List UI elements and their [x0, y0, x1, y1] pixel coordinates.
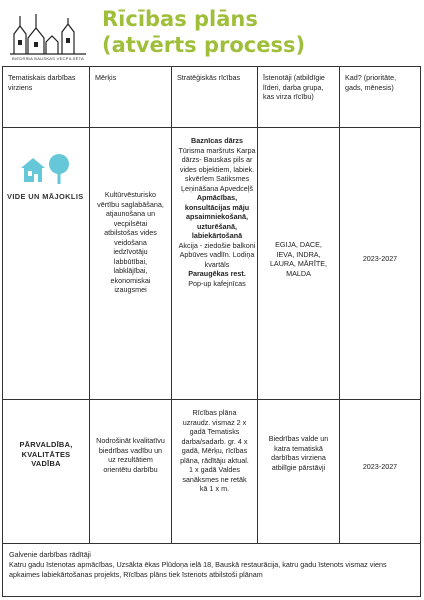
- table-row: [3, 400, 422, 543]
- action-plan-table: [2, 66, 421, 597]
- when-cell: 2023-2027: [362, 462, 398, 471]
- theme-cell: PĀRVALDĪBA, KVALITĀTES VADĪBA: [19, 440, 73, 468]
- column-header-strategy: Stratēģiskās rīcības: [177, 73, 241, 82]
- column-header-goal: Mērķis: [95, 73, 117, 82]
- strategy-item: Paraugēkas rest.: [188, 269, 246, 278]
- indicators-label: Galvenie darbības rādītāji: [9, 550, 91, 559]
- table-row: [3, 128, 422, 399]
- indicators-row: [3, 544, 422, 596]
- house-and-tree-icon: [19, 152, 71, 186]
- goal-cell: Nodrošināt kvalitatīvu biedrības vadību un uz rezultātiem orientētu darbību: [96, 436, 165, 474]
- theme-cell: [3, 128, 89, 399]
- column-header-theme: Tematiskais darbības virziens: [8, 73, 76, 92]
- when-cell: 2023-2027: [362, 254, 398, 263]
- strategy-item: Apmācības, konsultācijas māju apsaimniekošanā, uzturēšanā, labiekārtošanā: [184, 193, 250, 240]
- page-title: Rīcības plāns (atvērts process): [102, 7, 306, 57]
- logo-caption: BIEDRĪBA BAUSKAS VECPILSĒTA: [11, 56, 85, 61]
- column-header-when: Kad? (prioritāte, gads, mēnesis): [345, 73, 397, 92]
- implementers-cell: Biedrības valde un katra tematiskā darbības virziena atbilīgie pārstāvji: [268, 434, 329, 472]
- strategy-item: Tūrisma maršruts Karpa dārzs- Bauskas pils ar vides objektiem, labiek. skvērīem Satiksmes Ļeņināšana Apvedceļš: [178, 145, 256, 193]
- strategy-cell: [172, 128, 257, 399]
- table-header-row: [3, 67, 422, 127]
- town-skyline-logo: [6, 8, 90, 62]
- strategy-item: Baznīcas dārzs: [191, 136, 243, 145]
- column-header-implementers: Īstenotāji (atbildīgie līderi, darba grupa, kas virza rīcību): [263, 73, 325, 101]
- indicators-text: [9, 550, 413, 580]
- indicators-body: Katru gadu īstenotas apmācības, Uzsākta ēkas Plūdoņa ielā 18, Bauskā restaurācija, katru gadu īstenots vismaz viens apkaimes labiekārtošanas projekts, Rīcības plāns tiek īstenots atbilstoši plānam: [9, 560, 387, 579]
- strategy-item: Akcija - ziedošie balkoni Apbūves vadlīn. Lodiņa kvartāls: [178, 240, 256, 269]
- implementers-cell: EGIJA, DACE, IEVA, INDRA, LAURA, MĀRĪTE, MALDA: [269, 240, 328, 278]
- theme-label: VIDE UN MĀJOKLIS: [7, 192, 84, 201]
- strategy-cell: Rīcības plāna uzraudz. vismaz 2 x gadā Tematisks darba/sadarb. gr. 4 x gadā, Mērķu, rīcības plāna, rādītāju aktual. 1 x gadā Valdes sanāksmes ne retāk kā 1 x m.: [180, 408, 249, 493]
- strategy-item: Pop-up kafejnīcas: [188, 278, 246, 288]
- page-header: [0, 0, 424, 64]
- goal-cell: Kultūrvēsturisko vērtību saglabāšana, atjaunošana un vecpilsētai atbilstošas vides veidošana iedzīvotāju labbūtībai, labklājībai, ekonomiskai izaugsmei: [97, 190, 164, 294]
